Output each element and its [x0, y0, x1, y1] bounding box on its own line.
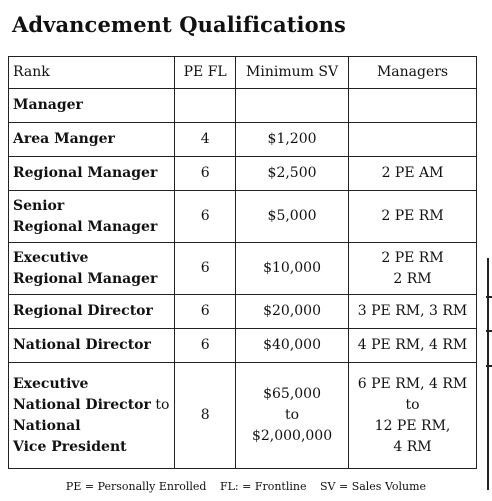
rank-line-bold: National Director [13, 396, 151, 413]
rank-line: Regional Manager [13, 270, 158, 287]
rank-line-connector: to [150, 396, 170, 413]
rank-line: Executive [13, 249, 89, 266]
page-title: Advancement Qualifications [12, 12, 346, 37]
rank-cell: Area Manger [9, 123, 175, 157]
table-row [9, 329, 477, 363]
pe-fl-cell: 6 [175, 191, 236, 243]
rank-line: National [13, 417, 81, 434]
minimum-sv-cell [236, 89, 349, 123]
rank-cell [9, 191, 175, 243]
adjacent-table-rule [486, 365, 492, 367]
pe-fl-cell: 6 [175, 243, 236, 295]
rank-cell [9, 243, 175, 295]
rank-cell: Regional Director [9, 295, 175, 329]
managers-cell: 4 PE RM, 4 RM [349, 329, 477, 363]
pe-fl-cell: 8 [175, 363, 236, 469]
footnote-pe: PE = Personally Enrolled [65, 480, 207, 493]
rank-cell: National Director [9, 329, 175, 363]
pe-fl-cell: 4 [175, 123, 236, 157]
adjacent-table-edge [487, 258, 489, 490]
managers-line: 6 PE RM, 4 RM [357, 375, 468, 392]
table-row [9, 191, 477, 243]
rank-line: Senior [13, 197, 65, 214]
sv-line: $2,000,000 [251, 428, 333, 444]
managers-line: 4 RM [393, 438, 432, 455]
sv-line: $65,000 [263, 386, 321, 402]
table-row [9, 89, 477, 123]
managers-line: to [405, 396, 420, 413]
table-row [9, 363, 477, 469]
managers-cell: 2 PE AM [349, 157, 477, 191]
managers-cell [349, 363, 477, 469]
managers-cell: 3 PE RM, 3 RM [349, 295, 477, 329]
minimum-sv-cell: $40,000 [236, 329, 349, 363]
table-row [9, 243, 477, 295]
rank-line: Regional Manager [13, 218, 158, 235]
managers-line: 2 PE RM [381, 249, 444, 266]
minimum-sv-cell: $20,000 [236, 295, 349, 329]
table-row [9, 157, 477, 191]
table-row [9, 123, 477, 157]
managers-cell [349, 123, 477, 157]
minimum-sv-cell: $1,200 [236, 123, 349, 157]
footnote-fl: FL: = Frontline [219, 480, 307, 493]
rank-line [13, 395, 170, 416]
legend-footnote [0, 480, 492, 493]
minimum-sv-cell: $5,000 [236, 191, 349, 243]
managers-cell [349, 89, 477, 123]
adjacent-table-rule [486, 330, 492, 332]
managers-line: 12 PE RM, [374, 417, 451, 434]
managers-line: 2 RM [393, 270, 432, 287]
managers-cell: 2 PE RM [349, 191, 477, 243]
adjacent-table-rule [486, 296, 492, 298]
pe-fl-cell [175, 89, 236, 123]
table-row [9, 295, 477, 329]
pe-fl-cell: 6 [175, 329, 236, 363]
column-header-pe-fl: PE FL [175, 57, 236, 89]
minimum-sv-cell: $10,000 [236, 243, 349, 295]
qualifications-table [8, 56, 477, 469]
rank-line: Executive [13, 375, 89, 392]
managers-cell [349, 243, 477, 295]
minimum-sv-cell [236, 363, 349, 469]
footnote-sv: SV = Sales Volume [320, 480, 427, 493]
rank-cell: Regional Manager [9, 157, 175, 191]
column-header-minimum-sv: Minimum SV [236, 57, 349, 89]
rank-cell [9, 363, 175, 469]
sv-line: to [285, 407, 300, 423]
column-header-rank: Rank [9, 57, 175, 89]
minimum-sv-cell: $2,500 [236, 157, 349, 191]
rank-cell: Manager [9, 89, 175, 123]
pe-fl-cell: 6 [175, 157, 236, 191]
table-header-row [9, 57, 477, 89]
rank-line: Vice President [13, 438, 127, 455]
column-header-managers: Managers [349, 57, 477, 89]
pe-fl-cell: 6 [175, 295, 236, 329]
